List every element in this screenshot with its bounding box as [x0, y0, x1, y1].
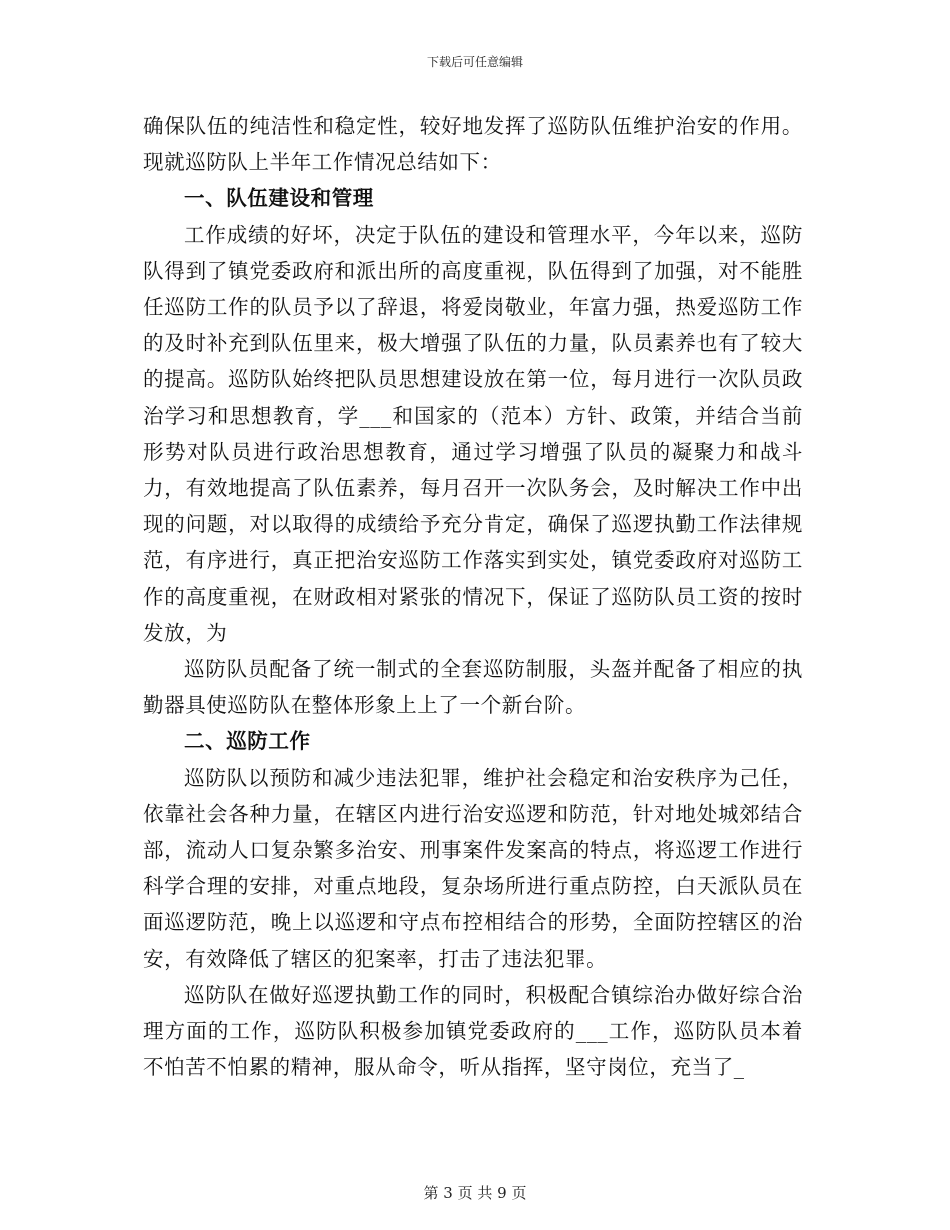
- paragraph-cooperation: 巡防队在做好巡逻执勤工作的同时，积极配合镇综治办做好综合治理方面的工作，巡防队积极参加镇党委政府的___工作，巡防队员本着不怕苦不怕累的精神，服从命令，听从指挥，坚守岗位，充当了_: [143, 982, 803, 1080]
- paragraph-intro: 确保队伍的纯洁性和稳定性，较好地发挥了巡防队伍维护治安的作用。现就巡防队上半年工作情况总结如下：: [143, 114, 803, 175]
- paragraph-patrol-work: 巡防队以预防和减少违法犯罪，维护社会稳定和治安秩序为己任，依靠社会各种力量，在辖区内进行治安巡逻和防范，针对地处城郊结合部，流动人口复杂繁多治安、刑事案件发案高的特点，将巡逻工作进行科学合理的安排，对重点地段，复杂场所进行重点防控，白天派队员在面巡逻防范，晚上以巡逻和守点布控相结合的形势，全面防控辖区的治安，有效降低了辖区的犯案率，打击了违法犯罪。: [143, 765, 803, 971]
- document-body: [143, 108, 803, 1085]
- page-header: 下载后可任意编辑: [426, 55, 523, 69]
- page-number: 第 3 页 共 9 页: [423, 1184, 527, 1202]
- section-heading-team: 一、队伍建设和管理: [184, 186, 374, 211]
- paragraph-equipment: 巡防队员配备了统一制式的全套巡防制服，头盔并配备了相应的执勤器具使巡防队在整体形象上上了一个新台阶。: [143, 657, 803, 718]
- section-heading-patrol: 二、巡防工作: [184, 729, 311, 754]
- paragraph-team-management: 工作成绩的好坏，决定于队伍的建设和管理水平，今年以来，巡防队得到了镇党委政府和派出所的高度重视，队伍得到了加强，对不能胜任巡防工作的队员予以了辞退，将爱岗敬业，年富力强，热爱巡防工作的及时补充到队伍里来，极大增强了队伍的力量，队员素养也有了较大的提高。巡防队始终把队员思想建设放在第一位，每月进行一次队员政治学习和思想教育，学___和国家的（范本）方针、政策，并结合当前形势对队员进行政治思想教育，通过学习增强了队员的凝聚力和战斗力，有效地提高了队伍素养，每月召开一次队务会，及时解决工作中出现的问题，对以取得的成绩给予充分肯定，确保了巡逻执勤工作法律规范，有序进行，真正把治安巡防工作落实到实处，镇党委政府对巡防工作的高度重视，在财政相对紧张的情况下，保证了巡防队员工资的按时发放，为: [143, 222, 803, 645]
